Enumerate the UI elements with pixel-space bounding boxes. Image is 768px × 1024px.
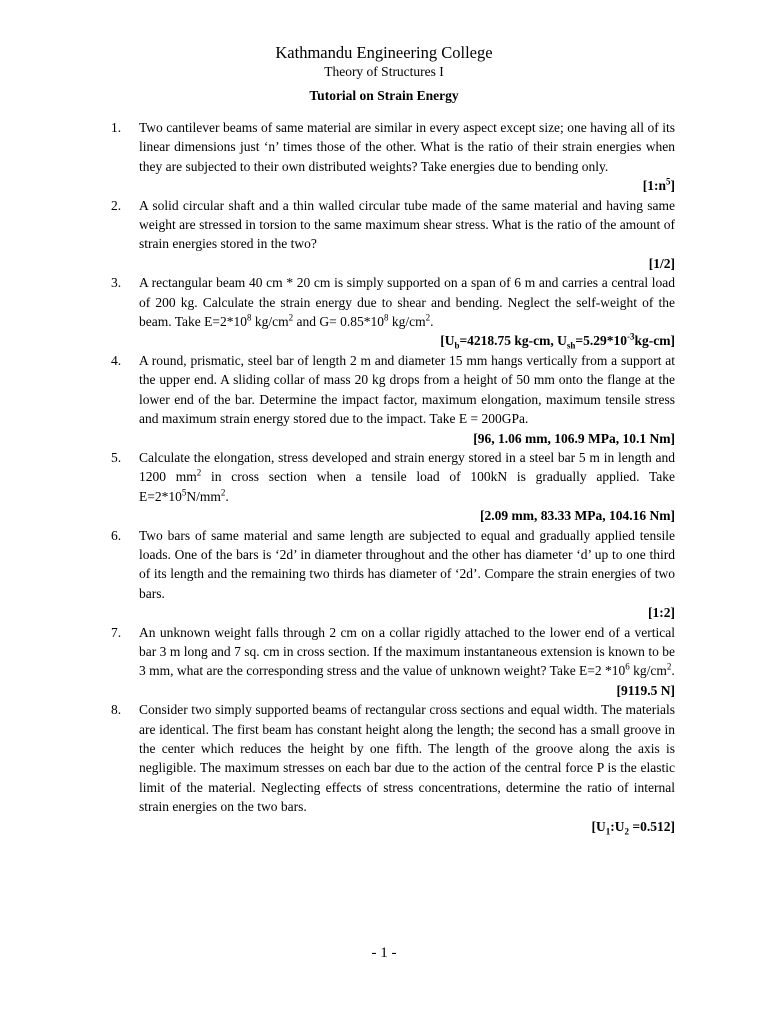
question-text: Two cantilever beams of same material are similar in every aspect except size; one having all of its linear dimensions just ‘n’ times those of the other. What is the ratio of their strain energies when they are subjected to their own distributed weights? Take energies due to bending only. <box>139 120 675 174</box>
question-answer: [96, 1.06 mm, 106.9 MPa, 10.1 Nm] <box>473 430 675 446</box>
question-number: 1. <box>111 120 122 135</box>
question-text: A rectangular beam 40 cm * 20 cm is simply supported on a span of 6 m and carries a central load of 200 kg. Calculate the strain energy due to shear and bending. Neglect the self-weight of the beam. Take $E=2*10^8$ $kg/cm^2$ and $G= 0.85*10^8$ $kg/cm^2$. <box>139 275 675 330</box>
question-text: A solid circular shaft and a thin walled circular tube made of the same material and having same weight are stressed in torsion to the same maximum shear stress. What is the ratio of the amount of strain energies stored in the two? <box>139 197 675 252</box>
question-text: Calculate the elongation, stress developed and strain energy stored in a steel bar 5 m in length and 1200 $mm^2$ in cross section when a tensile load of 100kN is gradually applied. Take $E=2*10^5N/mm^2$. <box>139 449 675 504</box>
page-number: - 1 - <box>371 945 397 961</box>
question-number: 6. <box>111 527 122 543</box>
question-answer: $[U_1:U_2 =0.512]$ <box>591 818 675 837</box>
question-text: Two bars of same material and same length are subjected to equal and gradually applied tensile loads. One of the bars is ‘2d’ in diameter throughout and the other has diameter ‘d’ up to one third of its length and the remaining two thirds has diameter of ‘2d’. Compare the strain energies of two bars. <box>139 527 675 601</box>
question-item <box>111 623 675 701</box>
question-text: A round, prismatic, steel bar of length 2 m and diameter 15 mm hangs vertically from a support at the upper end. A sliding collar of mass 20 kg drops from a height of 50 mm onto the flange at the lower end of the bar. Determine the impact factor, maximum elongation, maximum tensile stress and maximum strain energy stored due to the impact. Take E = 200GPa. <box>139 352 675 427</box>
question-item <box>111 351 675 448</box>
question-item <box>111 118 675 196</box>
question-list <box>111 118 675 836</box>
question-answer: [1:2] <box>648 605 675 621</box>
question-item <box>111 448 675 526</box>
college-name: Kathmandu Engineering College <box>275 43 493 62</box>
tutorial-title: Tutorial on Strain Energy <box>309 88 459 103</box>
question-answer: [9119.5 N] <box>616 682 675 698</box>
question-number: 8. <box>111 702 122 718</box>
question-number: 4. <box>111 352 122 368</box>
question-item <box>111 196 675 274</box>
question-text: Consider two simply supported beams of rectangular cross sections and equal width. The materials are identical. The first beam has constant height along the length; the second has a small groove in the center which reduces the height by one fifth. The length of the groove along the axis is negligible. The maximum stresses on each bar due to the action of the central force P is the elastic limit of the material. Neglecting effects of stress concentrations, determine the ratio of internal strain energies on the two bars. <box>139 702 675 815</box>
question-item <box>111 700 675 836</box>
question-answer: $[1:n^5]$ <box>642 176 675 194</box>
question-answer: [$U_b=4218.75$ kg-cm, $U_{sh}=5.29*10^{-3}kg-cm$] <box>440 331 675 352</box>
question-number: 2. <box>111 197 122 213</box>
question-item <box>111 526 675 623</box>
question-answer: [1/2] <box>648 255 675 271</box>
subject-name: Theory of Structures I <box>324 64 444 79</box>
question-answer: [2.09 mm, 83.33 MPa, 104.16 Nm] <box>480 508 675 524</box>
question-number: 3. <box>111 275 122 291</box>
question-text: An unknown weight falls through 2 cm on a collar rigidly attached to the lower end of a vertical bar 3 m long and 7 sq. cm in cross section. If the maximum instantaneous extension is known to be 3 mm, what are the corresponding stress and the value of unknown weight? Take E=2 $*10^6$ $kg/cm^2$. <box>139 624 675 679</box>
question-number: 5. <box>111 449 122 465</box>
question-item <box>111 273 675 351</box>
question-number: 7. <box>111 624 122 640</box>
